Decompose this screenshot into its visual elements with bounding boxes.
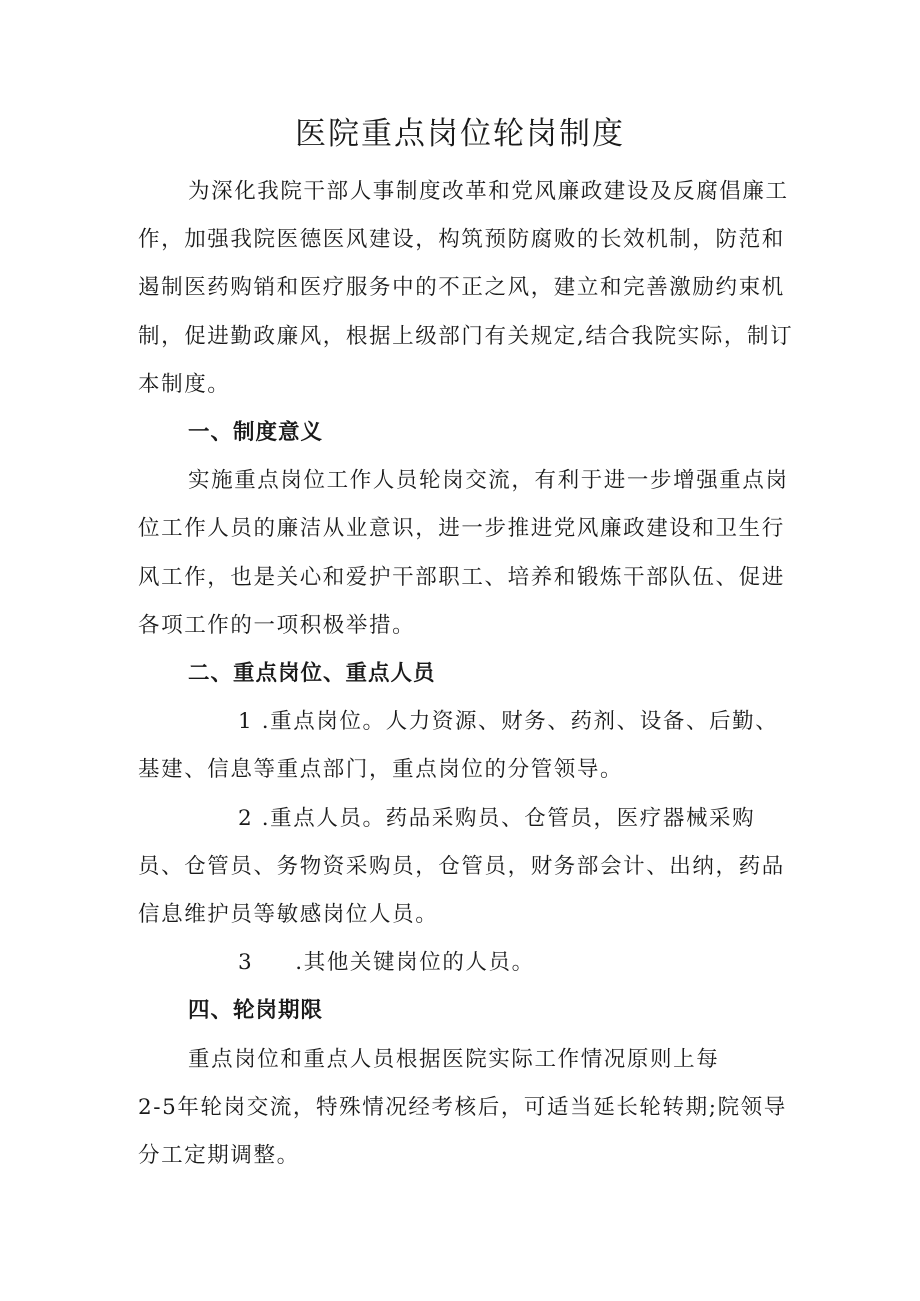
list-item-number: 1	[238, 709, 254, 735]
document-body	[138, 168, 798, 1180]
section-4-paragraph-continued: 2-5年轮岗交流，特殊情况经考核后，可适当延长轮转期;院领导分工定期调整。	[138, 1094, 787, 1169]
list-item-number: 2	[238, 805, 254, 831]
section-2-heading: 二、重点岗位、重点人员	[188, 661, 436, 687]
list-item-number: 3	[238, 950, 254, 976]
document-title: 医院重点岗位轮岗制度	[295, 116, 625, 152]
list-item-text: .其他关键岗位的人员。	[295, 950, 535, 976]
list-item	[138, 939, 798, 987]
section-4-heading: 四、轮岗期限	[188, 998, 324, 1024]
intro-paragraph: 为深化我院干部人事制度改革和党风廉政建设及反腐倡廉工作，加强我院医德医风建设，构筑预防腐败的长效机制，防范和遏制医药购销和医疗服务中的不正之风，建立和完善激励约束机制，促进勤政廉风，根据上级部门有关规定,结合我院实际，制订本制度。	[138, 179, 794, 397]
list-item-text: .重点人员。药品采购员、仓管员，医疗器械采购员、仓管员、务物资采购员，仓管员，财务部会计、出纳，药品信息维护员等敏感岗位人员。	[138, 805, 785, 928]
list-item	[138, 698, 798, 794]
list-item	[138, 795, 798, 940]
section-4-paragraph: 重点岗位和重点人员根据医院实际工作情况原则上每	[188, 1046, 720, 1072]
section-1-paragraph: 实施重点岗位工作人员轮岗交流，有利于进一步增强重点岗位工作人员的廉洁从业意识，进一步推进党风廉政建设和卫生行风工作，也是关心和爱护干部职工、培养和锻炼干部队伍、促进各项工作的一项积极举措。	[138, 468, 789, 638]
section-1-heading: 一、制度意义	[188, 420, 324, 446]
list-item-text: .重点岗位。人力资源、财务、药剂、设备、后勤、基建、信息等重点部门，重点岗位的分管领导。	[138, 709, 779, 783]
